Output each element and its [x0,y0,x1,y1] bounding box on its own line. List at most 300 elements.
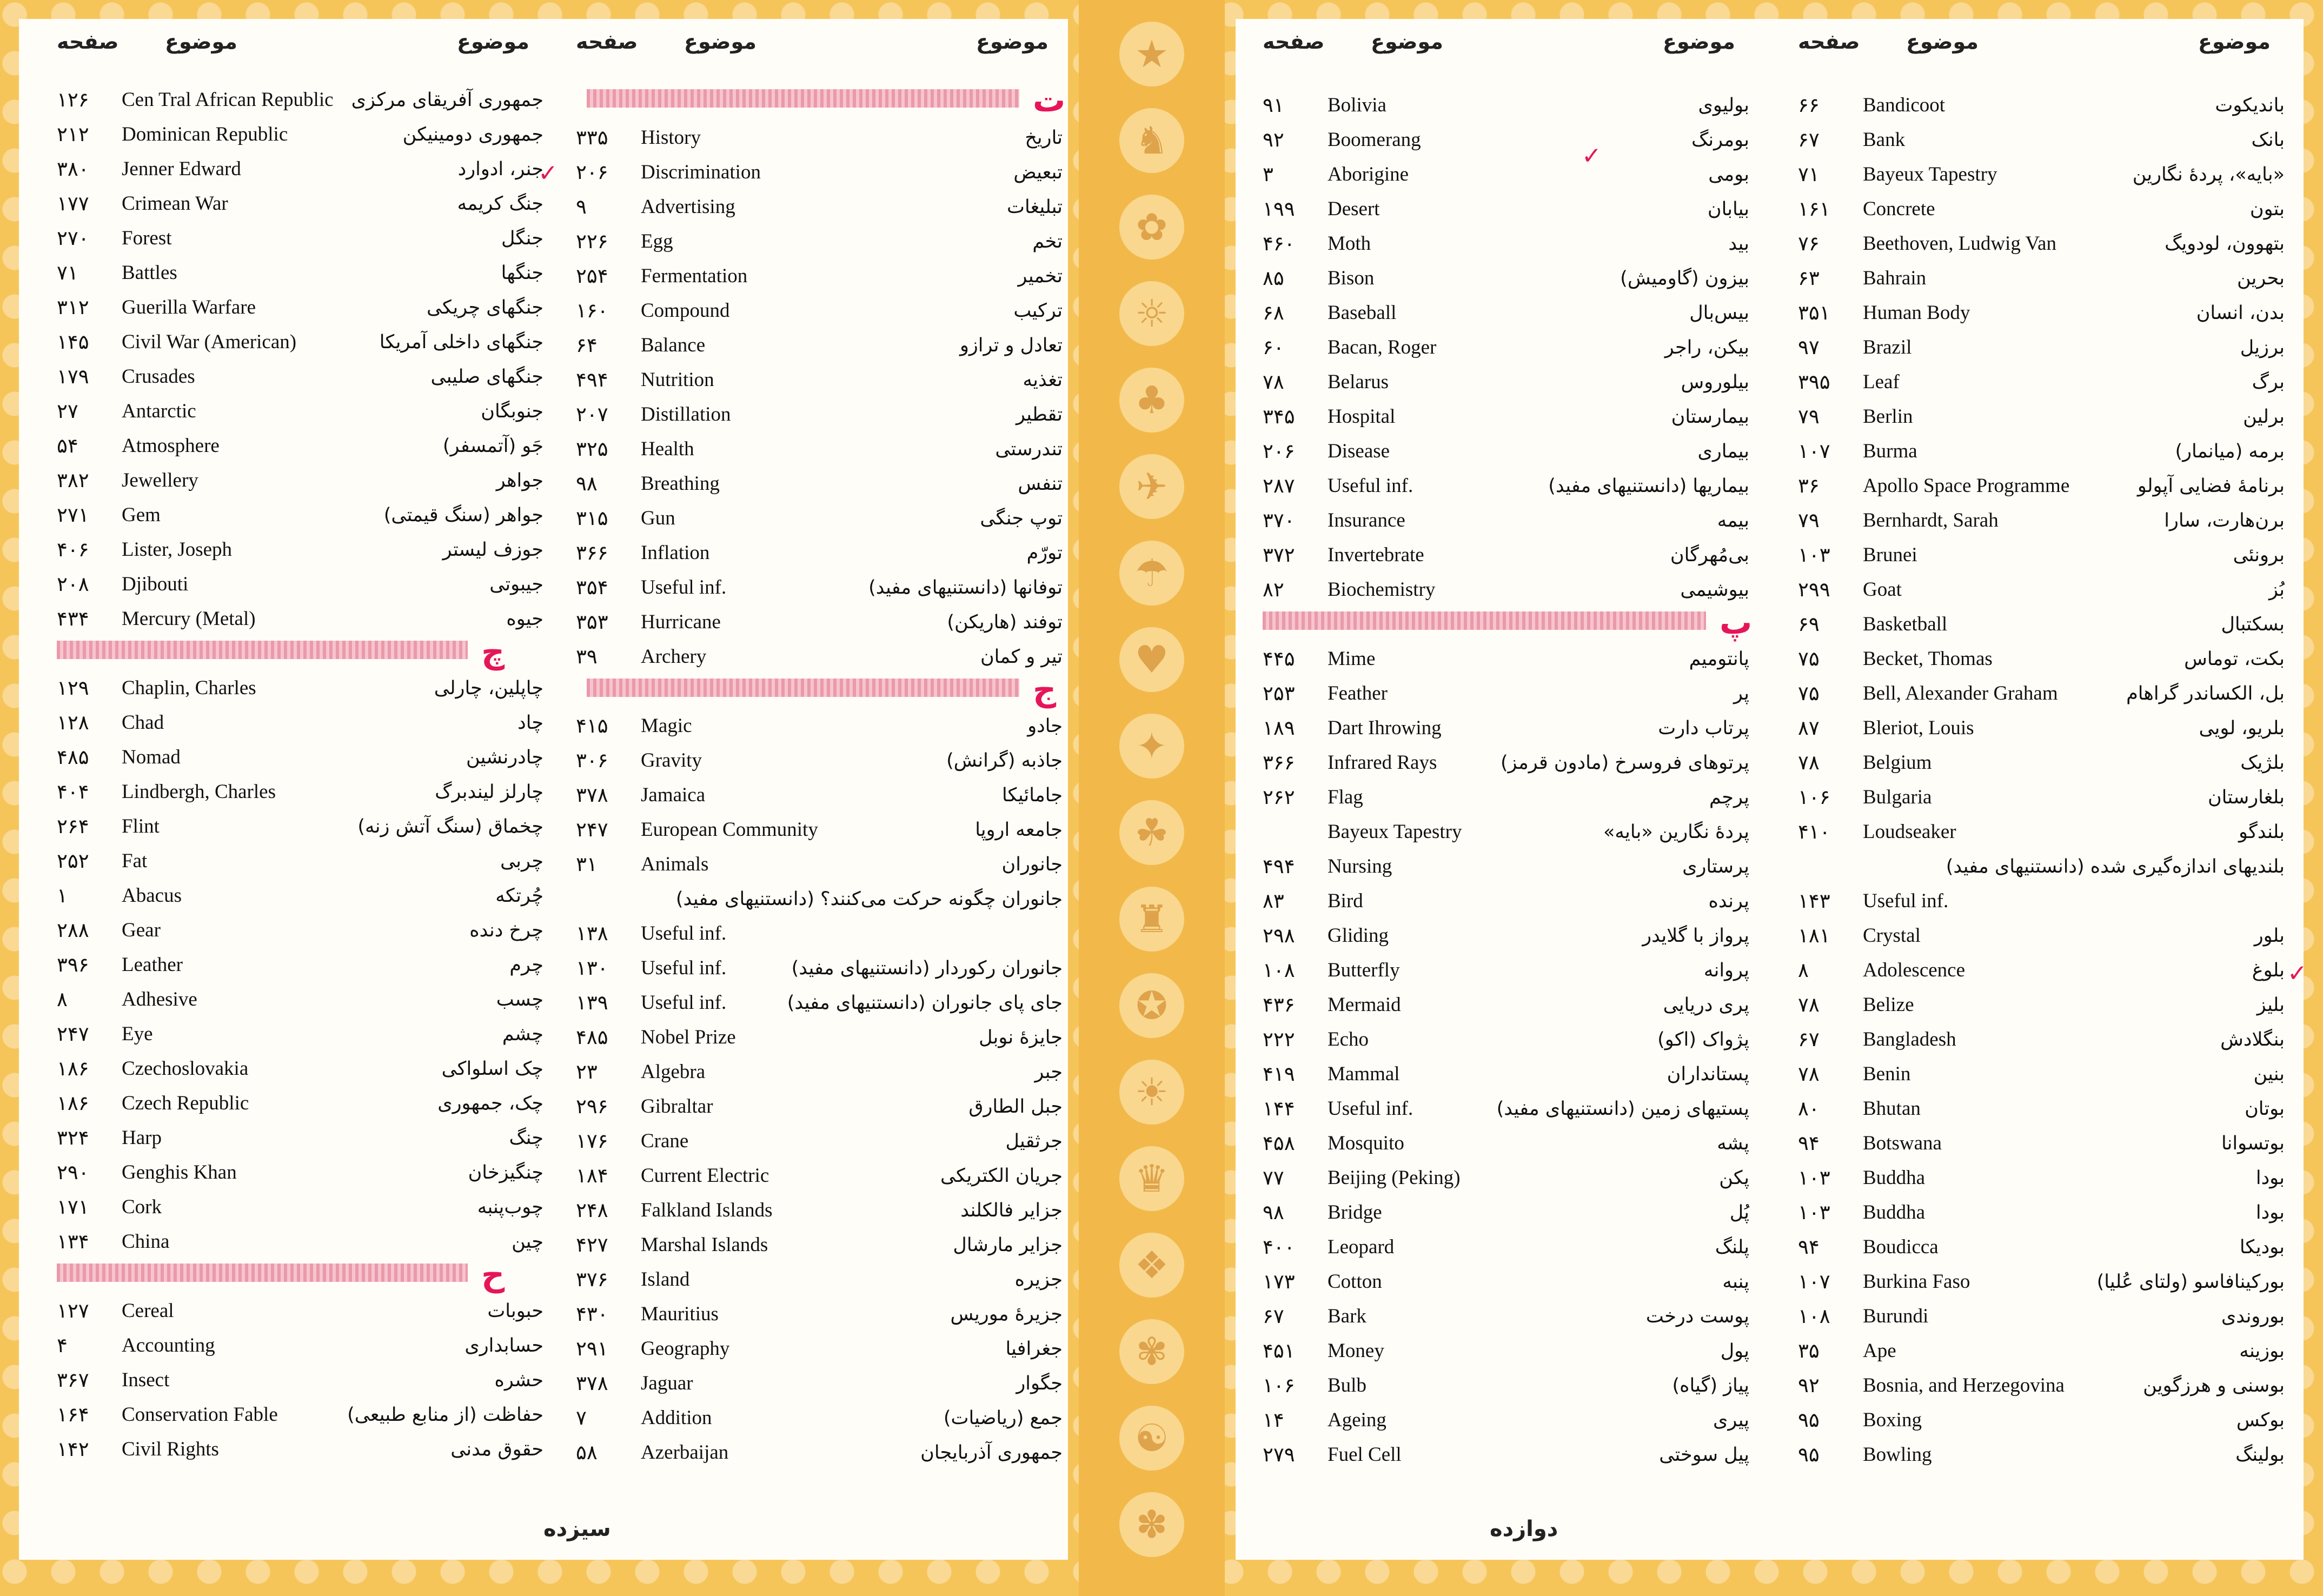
english-term: Mosquito [1328,1132,1404,1154]
page-number: ۱۰۸ [1263,959,1295,982]
page-number: ۱۶۰ [576,299,608,322]
list-item [576,1021,1063,1054]
english-term: Buddha [1863,1167,1926,1189]
english-term: Bolivia [1328,94,1386,116]
page-number: ۱۰۶ [1798,786,1830,809]
english-term: Mercury (Metal) [122,608,256,630]
list-item [1263,816,1749,848]
list-item [57,499,543,531]
page-number: ۲۷۰ [57,227,89,250]
english-term: Basketball [1863,613,1948,635]
list-item [1798,262,2285,295]
page-number: ۳۶۶ [1263,751,1295,774]
english-term: Crystal [1863,925,1921,947]
list-item [576,1125,1063,1158]
persian-term: حفاظت (از منابع طبیعی) [347,1404,543,1426]
page-number: ۱۹۹ [1263,197,1295,221]
persian-term: بل، الکساندر گراهام [2126,683,2285,704]
persian-term: تقطیر [1016,404,1063,425]
list-item [576,295,1063,327]
list-item [1263,504,1749,537]
persian-term: بیابان [1707,198,1749,220]
list-item [1798,228,2285,260]
gutter-motif-icon: ♜ [1119,887,1184,952]
page-number: ۴۴۵ [1263,647,1295,670]
list-item [57,914,543,947]
list-item [576,987,1063,1019]
list-item [57,1122,543,1154]
list-item [1798,1127,2285,1160]
english-term: Cereal [122,1300,174,1322]
english-term: Brazil [1863,336,1912,358]
header-topic: موضوع [1906,30,1979,54]
english-term: Belize [1863,994,1914,1016]
page-number: ۹ [576,195,587,218]
list-item [57,603,543,635]
english-term: Boudicca [1863,1236,1939,1258]
list-item [1263,1093,1749,1125]
list-item [576,1402,1063,1434]
header-topic: موضوع [976,30,1048,54]
page-number: ۴۳۶ [1263,993,1295,1016]
english-term: Crane [641,1130,689,1152]
list-item [1263,539,1749,571]
english-term: Bank [1863,129,1906,151]
list-item [576,398,1063,431]
persian-term: جواهر (سنگ قیمتی) [383,504,543,526]
persian-term: تعادل و ترازو [959,335,1063,356]
page-number: ۱۲۷ [57,1299,89,1322]
list-item [1263,1404,1749,1437]
list-item [576,1160,1063,1192]
page-number: ۴۳۴ [57,607,89,630]
english-term: Useful inf. [641,992,727,1014]
list-item [1263,228,1749,260]
list-item [57,395,543,428]
page-number: ۱۷۶ [576,1129,608,1153]
list-item [576,744,1063,777]
persian-term: بلندیهای اندازه‌گیری شده (دانستنیهای مفید) [1946,856,2285,877]
section-letter: ج [1033,671,1057,709]
list-item [576,364,1063,396]
list-item [576,156,1063,189]
english-term: Addition [641,1407,712,1429]
persian-term: جادو [1027,715,1063,737]
persian-term: حشره [494,1369,543,1391]
list-item [1798,470,2285,502]
persian-term: بومرنگ [1691,129,1749,151]
persian-term: جیوه [506,608,543,630]
gutter-motif-icon: ✪ [1119,973,1184,1038]
english-term: Breathing [641,473,720,495]
page-number: ۲۶۴ [57,815,89,838]
list-item [57,810,543,843]
english-term: Adolescence [1863,959,1966,981]
list-item [576,606,1063,639]
page-number: ۲۰۷ [576,403,608,426]
persian-term: تاریخ [1025,127,1063,149]
english-term: Nutrition [641,369,714,391]
english-term: Mammal [1328,1063,1400,1085]
gutter-motif-icon: ✽ [1119,1492,1184,1557]
page-number: ۷۱ [57,261,78,284]
page-number: ۹۸ [1263,1201,1284,1224]
list-item [1798,1439,2285,1471]
persian-term: برن‌هارت، سارا [2164,510,2285,531]
page-number: ۳۸۲ [57,469,89,492]
page-number: ۳۹۵ [1798,370,1830,394]
page-number: ۷۸ [1798,1062,1820,1086]
persian-term: جزایر مارشال [953,1234,1063,1256]
page-number: ۱۸۴ [576,1164,608,1187]
list-item [576,1194,1063,1227]
gutter-decoration [1079,0,1225,1596]
persian-term: بلیز [2256,994,2285,1016]
page-number: ۶۷ [1263,1305,1284,1328]
persian-term: پر [1733,683,1749,704]
english-term: Bark [1328,1305,1366,1327]
english-term: Crusades [122,365,195,388]
list-item [576,1298,1063,1331]
persian-term: جانوران رکوردار (دانستنیهای مفید) [791,957,1063,979]
list-item [576,1229,1063,1261]
page-number: ۲۴۷ [576,818,608,841]
persian-term: جای پای جانوران (دانستنیهای مفید) [787,992,1063,1014]
persian-term: تخم [1032,231,1063,252]
english-term: Invertebrate [1328,544,1424,566]
persian-term: پشه [1717,1133,1749,1154]
page-number: ۱۳۰ [576,956,608,980]
page-number: ۷۱ [1798,163,1820,186]
page-number: ۴۹۴ [1263,855,1295,878]
list-item [576,468,1063,500]
page-number: ۲۹۸ [1263,924,1295,947]
persian-term: بومی [1708,164,1749,185]
persian-term: پرواز با گلایدر [1642,925,1749,947]
persian-term: پکن [1719,1167,1749,1189]
page-number: ۱۲۸ [57,711,89,734]
persian-term: بیمارستان [1671,406,1749,428]
list-item [1263,1196,1749,1229]
english-term: Bayeux Tapestry [1328,821,1462,843]
persian-term: جامعه اروپا [975,819,1063,841]
list-item [576,571,1063,604]
english-term: Hospital [1328,405,1396,428]
page-number: ۳۱۵ [576,507,608,530]
english-term: Burkina Faso [1863,1271,1970,1293]
page-number: ۱۲۶ [57,88,89,111]
page-number: ۳۹۶ [57,953,89,976]
persian-term: بولینگ [2235,1444,2285,1466]
page-number: ۱۶۱ [1798,197,1830,221]
english-term: Goat [1863,578,1902,601]
persian-term: بنین [2253,1063,2285,1085]
page-number: ۲۰۶ [576,161,608,184]
english-term: Insect [122,1369,170,1391]
page-number: ۷۶ [1798,232,1820,255]
header-page-no: صفحه [576,30,638,54]
english-term: Jenner Edward [122,158,241,180]
persian-term: جزیرهٔ موریس [950,1304,1063,1325]
english-term: Dominican Republic [122,123,288,145]
list-item [1263,1058,1749,1090]
english-term: Bowling [1863,1444,1932,1466]
english-term: Lister, Joseph [122,538,233,561]
english-term: Eye [122,1023,153,1045]
english-term: Inflation [641,542,710,564]
persian-term: توپ جنگی [980,508,1063,529]
list-item [1263,989,1749,1021]
list-item [1798,989,2285,1021]
persian-term: جرثقیل [1005,1130,1063,1152]
page-number: ۱۷۱ [57,1195,89,1219]
english-term: Insurance [1328,509,1405,531]
persian-term: ترکیب [1013,300,1063,322]
list-item [1798,850,2285,883]
persian-term: جغرافیا [1005,1338,1063,1360]
list-item [57,741,543,774]
list-item [57,1399,543,1431]
english-term: Guerilla Warfare [122,296,256,318]
english-term: Belarus [1328,371,1389,393]
english-term: Apollo Space Programme [1863,475,2070,497]
list-item [57,776,543,808]
list-item [1798,297,2285,329]
english-term: Desert [1328,198,1380,220]
english-term: Gun [641,507,675,529]
english-term: Harp [122,1127,162,1149]
list-item [57,1433,543,1466]
persian-term: چوب‌پنبه [477,1196,543,1218]
persian-term: جمع (ریاضیات) [943,1407,1063,1429]
english-term: Leaf [1863,371,1900,393]
page-number: ۳۰۶ [576,749,608,772]
english-term: Beijing (Peking) [1328,1167,1461,1189]
persian-term: بیماری [1697,441,1749,462]
list-item [1263,158,1749,191]
persian-term: بورکینافاسو (ولتای عُلیا) [2096,1271,2285,1293]
list-item [57,464,543,497]
page-number: ۴۰۶ [57,538,89,561]
persian-term: جنگها [501,262,543,284]
list-item [1798,1369,2285,1402]
english-term: Belgium [1863,752,1932,774]
english-term: Aborigine [1328,163,1409,185]
page-number: ۲۲۲ [1263,1028,1295,1051]
persian-term: بلور [2254,925,2285,947]
english-term: Chad [122,711,164,734]
page-number: ۳۲۴ [57,1126,89,1149]
english-term: Current Electric [641,1165,769,1187]
persian-term: پرستاری [1682,856,1749,877]
list-item [1798,1404,2285,1437]
list-item [576,710,1063,742]
page-number: ۳۷۸ [576,1372,608,1395]
persian-term: چسب [496,989,543,1010]
page-number: ۹۲ [1798,1374,1820,1397]
page-number: ۷۵ [1798,682,1820,705]
list-item [576,225,1063,258]
english-term: Bison [1328,267,1375,289]
persian-term: پنبه [1722,1271,1749,1293]
page-number: ۸۲ [1263,578,1284,601]
page-number: ۶۹ [1798,613,1820,636]
page-number: ۷۹ [1798,509,1820,532]
gutter-motif-icon: ☘ [1119,800,1184,865]
check-mark-icon: ✓ [2287,960,2307,987]
english-term: Leather [122,954,183,976]
english-term: Flag [1328,786,1363,808]
page-number: ۴۸۵ [576,1026,608,1049]
page-number: ۶۳ [1798,267,1820,290]
persian-term: بیماریها (دانستنیهای مفید) [1548,475,1749,497]
english-term: Distillation [641,403,731,425]
english-term: Bleriot, Louis [1863,717,1974,739]
persian-term: بُز [2268,579,2285,601]
list-item [57,188,543,220]
section-divider [587,679,1019,697]
list-item [1798,1300,2285,1333]
page-number: ۴۸۵ [57,746,89,769]
gutter-motif-icon: ♛ [1119,1146,1184,1211]
page-number: ۸۰ [1798,1097,1820,1120]
page-number: ۱۰۷ [1798,440,1830,463]
page-number: ۴۱۰ [1798,820,1830,843]
persian-term: بدن، انسان [2196,302,2285,324]
persian-term: جمهوری آفریقای مرکزی [351,89,543,111]
english-term: European Community [641,819,818,841]
section-letter: ح [481,1256,505,1294]
check-mark-icon: ✓ [538,159,558,187]
english-term: Cork [122,1196,162,1218]
persian-term: بیوشیمی [1680,579,1749,601]
list-item [1798,504,2285,537]
persian-term: جمهوری دومینیکن [402,124,543,145]
list-item [57,534,543,566]
page-number: ۱۰۳ [1798,543,1830,567]
persian-term: جگوار [1016,1373,1063,1394]
page-number: ۴۹۴ [576,368,608,391]
page-number: ۴۱۹ [1263,1062,1295,1086]
page-number: ۸ [57,988,68,1011]
persian-term: بلغارستان [2207,787,2285,808]
english-term: Genghis Khan [122,1161,237,1183]
english-term: Fuel Cell [1328,1444,1402,1466]
persian-term: حسابداری [464,1335,543,1356]
english-term: Useful inf. [641,576,727,598]
list-item [576,1090,1063,1123]
page-number: ۳۷۸ [576,783,608,807]
page-number: ۱۰۷ [1798,1270,1830,1293]
english-term: Botswana [1863,1132,1942,1154]
page-number: ۲۰۶ [1263,440,1295,463]
list-item [576,260,1063,292]
english-term: Jaguar [641,1372,693,1394]
persian-term: پستانداران [1667,1063,1749,1085]
page-number: ۱ [57,884,68,907]
list-item [1263,1266,1749,1298]
gutter-motif-icon: ❖ [1119,1233,1184,1298]
list-item [1798,781,2285,814]
page-number: ۲۷ [57,400,78,423]
list-item [1798,1058,2285,1090]
english-term: Egg [641,230,673,252]
page-number: ۱۲۹ [57,676,89,700]
page-number: ۱۴۵ [57,330,89,354]
list-item [1263,850,1749,883]
page-number: ۴۱۵ [576,714,608,737]
english-term: Feather [1328,682,1388,704]
list-item [576,952,1063,985]
list-item [57,291,543,324]
list-item [1798,366,2285,398]
list-item [1798,1335,2285,1367]
english-term: Civil War (American) [122,331,297,353]
page-number: ۸ [1798,959,1809,982]
persian-term: پیل سوختی [1659,1444,1749,1466]
list-item [576,1437,1063,1469]
english-term: Bridge [1328,1201,1382,1223]
english-term: Moth [1328,232,1371,255]
persian-term: حبوبات [487,1300,543,1322]
persian-term: بیلوروس [1681,371,1749,393]
page-number: ۳۱۲ [57,296,89,319]
persian-term: بکت، توماس [2184,648,2285,670]
persian-term: تبعیض [1013,162,1063,183]
english-term: Bulb [1328,1374,1366,1396]
list-item [1798,1023,2285,1056]
page-number: ۱۳۸ [576,922,608,945]
english-term: Nobel Prize [641,1026,736,1048]
left-page [19,19,1068,1560]
list-item [1263,1300,1749,1333]
english-term: Hurricane [641,611,721,633]
page-number: ۱۰۳ [1798,1166,1830,1189]
gutter-motif-icon: ☂ [1119,541,1184,606]
page-number: ۳۶۷ [57,1368,89,1392]
persian-term: چشم [502,1023,543,1045]
list-item [576,537,1063,569]
persian-term: بوسنی و هرزگوین [2143,1375,2285,1396]
page-number: ۳۴۵ [1263,405,1295,428]
english-term: Bernhardt, Sarah [1863,509,1999,531]
persian-term: برلین [2243,406,2285,428]
english-term: Concrete [1863,198,1935,220]
persian-term: جایزهٔ نوبل [979,1027,1063,1048]
header-topic: موضوع [165,30,237,54]
list-item [57,880,543,912]
gutter-motif-icon: ✾ [1119,1319,1184,1384]
english-term: Balance [641,334,706,356]
list-item [1263,712,1749,744]
list-item [1798,954,2285,987]
list-item [1263,262,1749,295]
persian-term: تیر و کمان [980,646,1063,668]
english-term: Bulgaria [1863,786,1932,808]
page-number: ۱۰۶ [1263,1374,1295,1397]
english-term: Crimean War [122,192,228,215]
persian-term: حقوق مدنی [450,1439,543,1460]
persian-term: تندرستی [995,438,1063,460]
persian-term: برزیل [2240,337,2285,358]
list-item [1798,124,2285,156]
english-term: Health [641,438,694,460]
list-item [1263,297,1749,329]
list-item [1798,89,2285,122]
persian-term: باندیکوت [2215,95,2285,116]
page-number: ۱۶۴ [57,1403,89,1426]
persian-term: برمه (میانمار) [2175,441,2285,462]
